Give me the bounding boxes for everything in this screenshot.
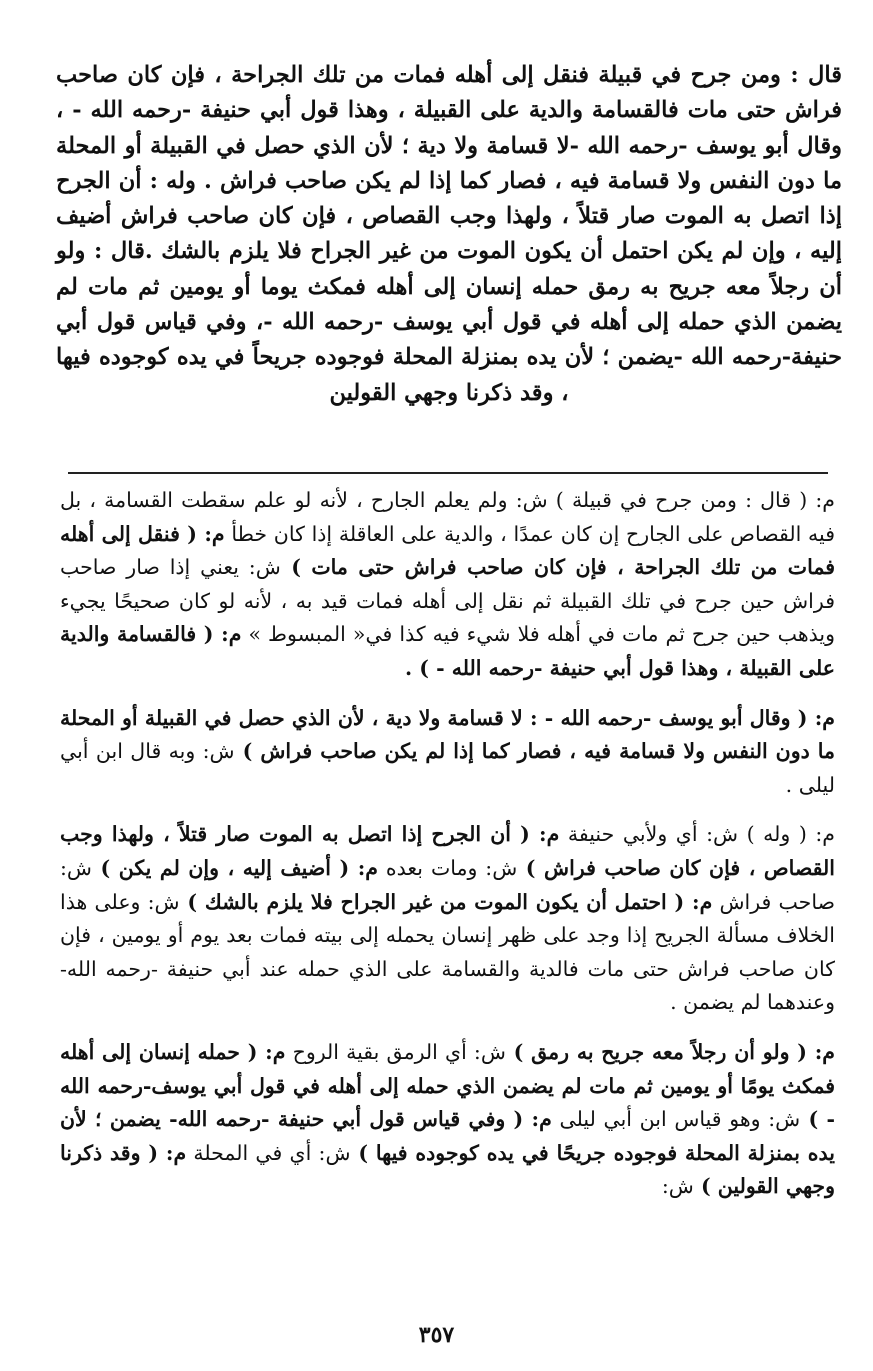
sharh-text: ش: وهو قياس ابن أبي ليلى <box>551 1107 801 1132</box>
sharh-text: ش: ولم يعلم الجارح ، لأنه لو علم سقطت القسامة ، بل فيه القصاص على الجارح إن كان عمدًا ، والدية على العاقلة إذا كان خطأ <box>60 488 836 546</box>
matn-quote: م: ( أضيف إليه ، وإن لم يكن ) <box>91 855 378 880</box>
commentary-section <box>60 484 835 1220</box>
page-number: ٣٥٧ <box>418 1322 455 1348</box>
commentary-paragraph <box>60 1036 835 1204</box>
matn-text: قال : ومن جرح في قبيلة فنقل إلى أهله فمات من تلك الجراحة ، فإن كان صاحب فراش حتى مات فالقسامة والدية على القبيلة ، وهذا قول أبي حنيفة -رحمه الله - ، وقال أبو يوسف -رحمه الله -لا قسامة ولا دية ؛ لأن الذي حصل في القبيلة أو المحلة ما دون النفس ولا قسامة فيه ، فصار كما إذا لم يكن صاحب فراش . وله : أن الجرح إذا اتصل به الموت صار قتلاً ، ولهذا وجب القصاص ، فإن كان صاحب فراش أضيف إليه ، وإن لم يكن احتمل أن يكون الموت من غير الجراح فلا يلزم بالشك .قال : ولو أن رجلاً معه جريح به رمق حمله إنسان إلى أهله فمكث يوما أو يومين ثم مات لم يضمن الذي حمله إلى أهله في قول أبي يوسف -رحمه الله -، وفي قياس قول أبي حنيفة-رحمه الله -يضمن ؛ لأن يده بمنزلة المحلة فوجوده جريحاً في يده كوجوده فيها ، وقد ذكرنا وجهي القولين <box>56 62 842 406</box>
matn-quote: م: ( ولو أن رجلاً معه جريح به رمق ) <box>505 1039 835 1064</box>
sharh-text: ش: <box>661 1174 694 1199</box>
matn-quote: م: ( وقال أبو يوسف -رحمه الله - : لا قسامة ولا دية ، لأن الذي حصل في القبيلة أو المحلة ما دون النفس ولا قسامة فيه ، فصار كما إذا لم يكن صاحب فراش ) <box>60 705 836 764</box>
sharh-text: ش: وعلى هذا الخلاف مسألة الجريح إذا وجد على ظهر إنسان يحمله إلى بيته فمات بعد يوم أو يومين ، فإن كان صاحب فراش حتى مات فالدية والقسامة على الذي حمله عند أبي حنيفة -رحمه الله- وعندهما لم يضمن . <box>60 889 835 1015</box>
commentary-paragraph <box>60 818 835 1020</box>
sharh-text: ش: أي في المحلة <box>186 1140 351 1165</box>
matn-quote: م: ( فنقل إلى أهله فمات من تلك الجراحة ، فإن كان صاحب فراش حتى مات ) <box>60 521 835 580</box>
matn-quote: م: ( فالقسامة والدية على القبيلة ، وهذا قول أبي حنيفة -رحمه الله - ) . <box>60 622 835 680</box>
sharh-text: م: ( قال : ومن جرح في قبيلة ) <box>547 488 835 512</box>
sharh-text: م: ( وله ) ش: أي ولأبي حنيفة <box>559 822 835 847</box>
sharh-text: ش: يعني إذا صار صاحب فراش حين جرح في تلك القبيلة ثم نقل إلى أهله فمات قيد به ، لأنه لو كان صحيحًا يجيء ويذهب حين جرح ثم مات في أهله فلا شيء فيه كذا في« المبسوط » <box>60 555 835 647</box>
sharh-text: ش: أي الرمق بقية الروح <box>285 1039 506 1064</box>
matn-quote: م: ( حمله إنسان إلى أهله فمكث يومًا أو يومين ثم مات لم يضمن الذي حمله إلى أهله في قول أبي يوسف-رحمه الله - ) <box>60 1039 835 1132</box>
matn-quote: م: ( أن الجرح إذا اتصل به الموت صار قتلاً ، ولهذا وجب القصاص ، فإن كان صاحب فراش ) <box>60 822 835 880</box>
matn-quote: م: ( وفي قياس قول أبي حنيفة -رحمه الله- يضمن ؛ لأن يده بمنزلة المحلة فوجوده جريحًا في يده كوجوده فيها ) <box>60 1107 835 1165</box>
separator-line <box>68 472 828 474</box>
matn-quote: م: ( احتمل أن يكون الموت من غير الجراح فلا يلزم بالشك ) <box>179 889 713 914</box>
commentary-paragraph <box>60 702 835 803</box>
sharh-text: ش: وبه قال ابن أبي ليلى . <box>60 739 835 797</box>
sharh-text: ش: ومات بعده <box>377 855 518 880</box>
sharh-text: ش: صاحب فراش <box>60 855 835 914</box>
matn-quote: م: ( وقد ذكرنا وجهي القولين ) <box>60 1140 835 1199</box>
commentary-paragraph <box>60 484 835 686</box>
